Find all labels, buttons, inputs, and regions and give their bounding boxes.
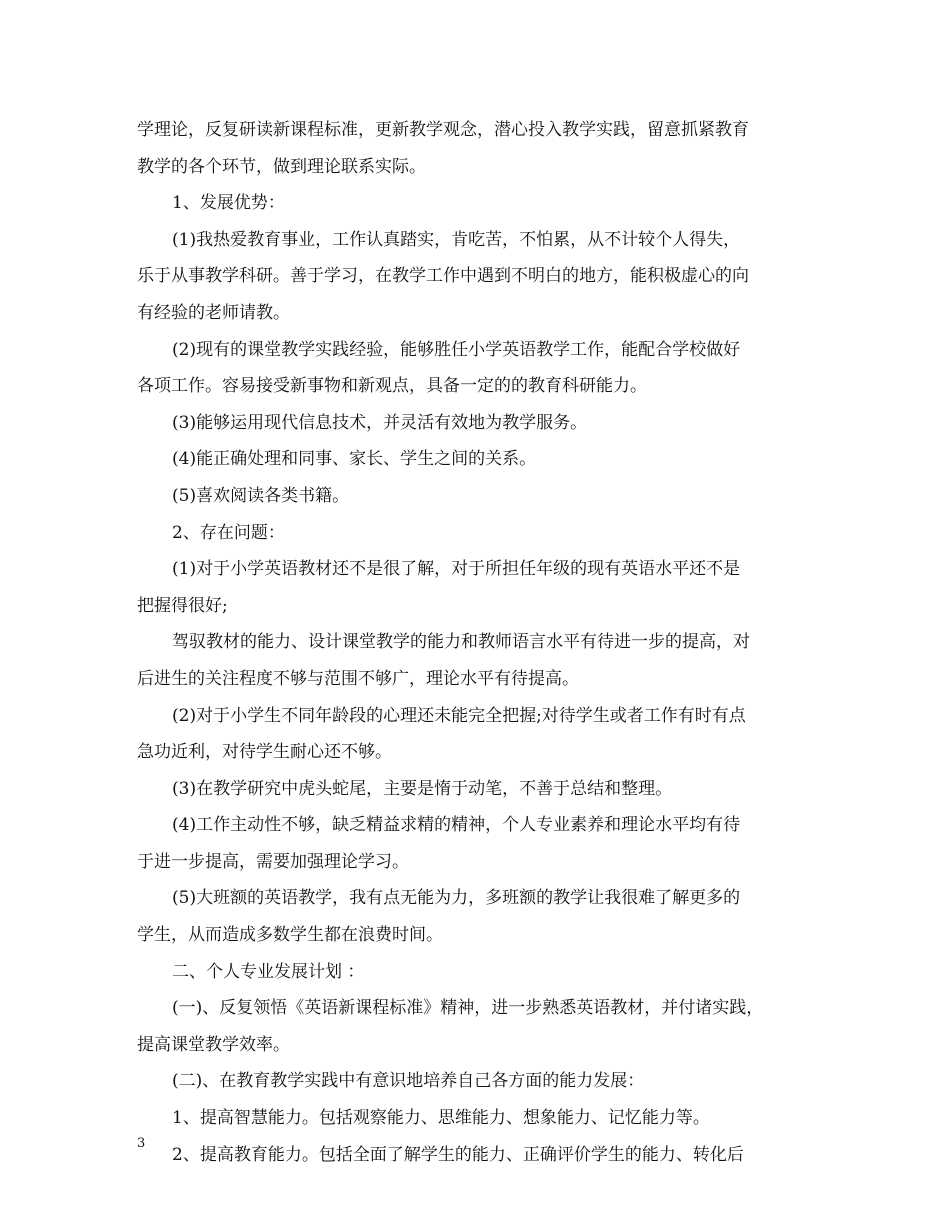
text-line: 把握得很好;: [137, 595, 228, 616]
text-line: (3)在教学研究中虎头蛇尾，主要是惰于动笔，不善于总结和整理。: [172, 778, 673, 799]
page-number: 3: [137, 1136, 146, 1151]
text-line: (1)我热爱教育事业，工作认真踏实，肯吃苦，不怕累，从不计较个人得失，: [172, 229, 741, 250]
text-line: (1)对于小学英语教材还不是很了解，对于所担任年级的现有英语水平还不是: [172, 559, 741, 580]
text-line: 学理论，反复研读新课程标准，更新教学观念，潜心投入教学实践，留意抓紧教育: [137, 120, 749, 140]
text-line: 后进生的关注程度不够与范围不够广，理论水平有待提高。: [137, 668, 579, 689]
text-line: 1、发展优势：: [172, 193, 285, 214]
text-line: 各项工作。容易接受新事物和新观点，具备一定的的教育科研能力。: [137, 376, 647, 397]
text-line: 于进一步提高，需要加强理论学习。: [137, 851, 409, 872]
text-line: 教学的各个环节，做到理论联系实际。: [137, 156, 426, 177]
text-line: 有经验的老师请教。: [137, 302, 290, 323]
body-text: [137, 112, 827, 1173]
text-line: 2、存在问题：: [172, 522, 285, 543]
text-line: (5)喜欢阅读各类书籍。: [172, 485, 350, 506]
text-line: 提高课堂教学效率。: [137, 1034, 290, 1055]
text-line: (2)对于小学生不同年龄段的心理还未能完全把握;对待学生或者工作有时有点: [172, 705, 746, 726]
text-line: (2)现有的课堂教学实践经验，能够胜任小学英语教学工作，能配合学校做好: [172, 339, 741, 360]
text-line: (4)工作主动性不够，缺乏精益求精的精神，个人专业素养和理论水平均有待: [172, 815, 741, 836]
text-line: (一)、反复领悟《英语新课程标准》精神，进一步熟悉英语教材，并付诸实践，: [172, 998, 764, 1019]
text-line: (5)大班额的英语教学，我有点无能为力，多班额的教学让我很难了解更多的: [172, 888, 741, 909]
text-line: 1、提高智慧能力。包括观察能力、思维能力、想象能力、记忆能力等。: [172, 1108, 710, 1129]
text-line: (4)能正确处理和同事、家长、学生之间的关系。: [172, 449, 537, 470]
text-line: (3)能够运用现代信息技术，并灵活有效地为教学服务。: [172, 412, 588, 433]
text-line: 乐于从事教学科研。善于学习，在教学工作中遇到不明白的地方，能积极虚心的向: [137, 266, 749, 287]
text-line: 二、个人专业发展计划 ：: [172, 961, 365, 982]
text-line: (二)、在教育教学实践中有意识地培养自己各方面的能力发展：: [172, 1071, 645, 1092]
text-line: 2、提高教育能力。包括全面了解学生的能力、正确评价学生的能力、转化后: [172, 1144, 744, 1165]
text-line: 驾驭教材的能力、设计课堂教学的能力和教师语言水平有待进一步的提高，对: [172, 632, 750, 653]
text-line: 学生，从而造成多数学生都在浪费时间。: [137, 925, 443, 946]
text-line: 急功近利，对待学生耐心还不够。: [137, 742, 392, 763]
